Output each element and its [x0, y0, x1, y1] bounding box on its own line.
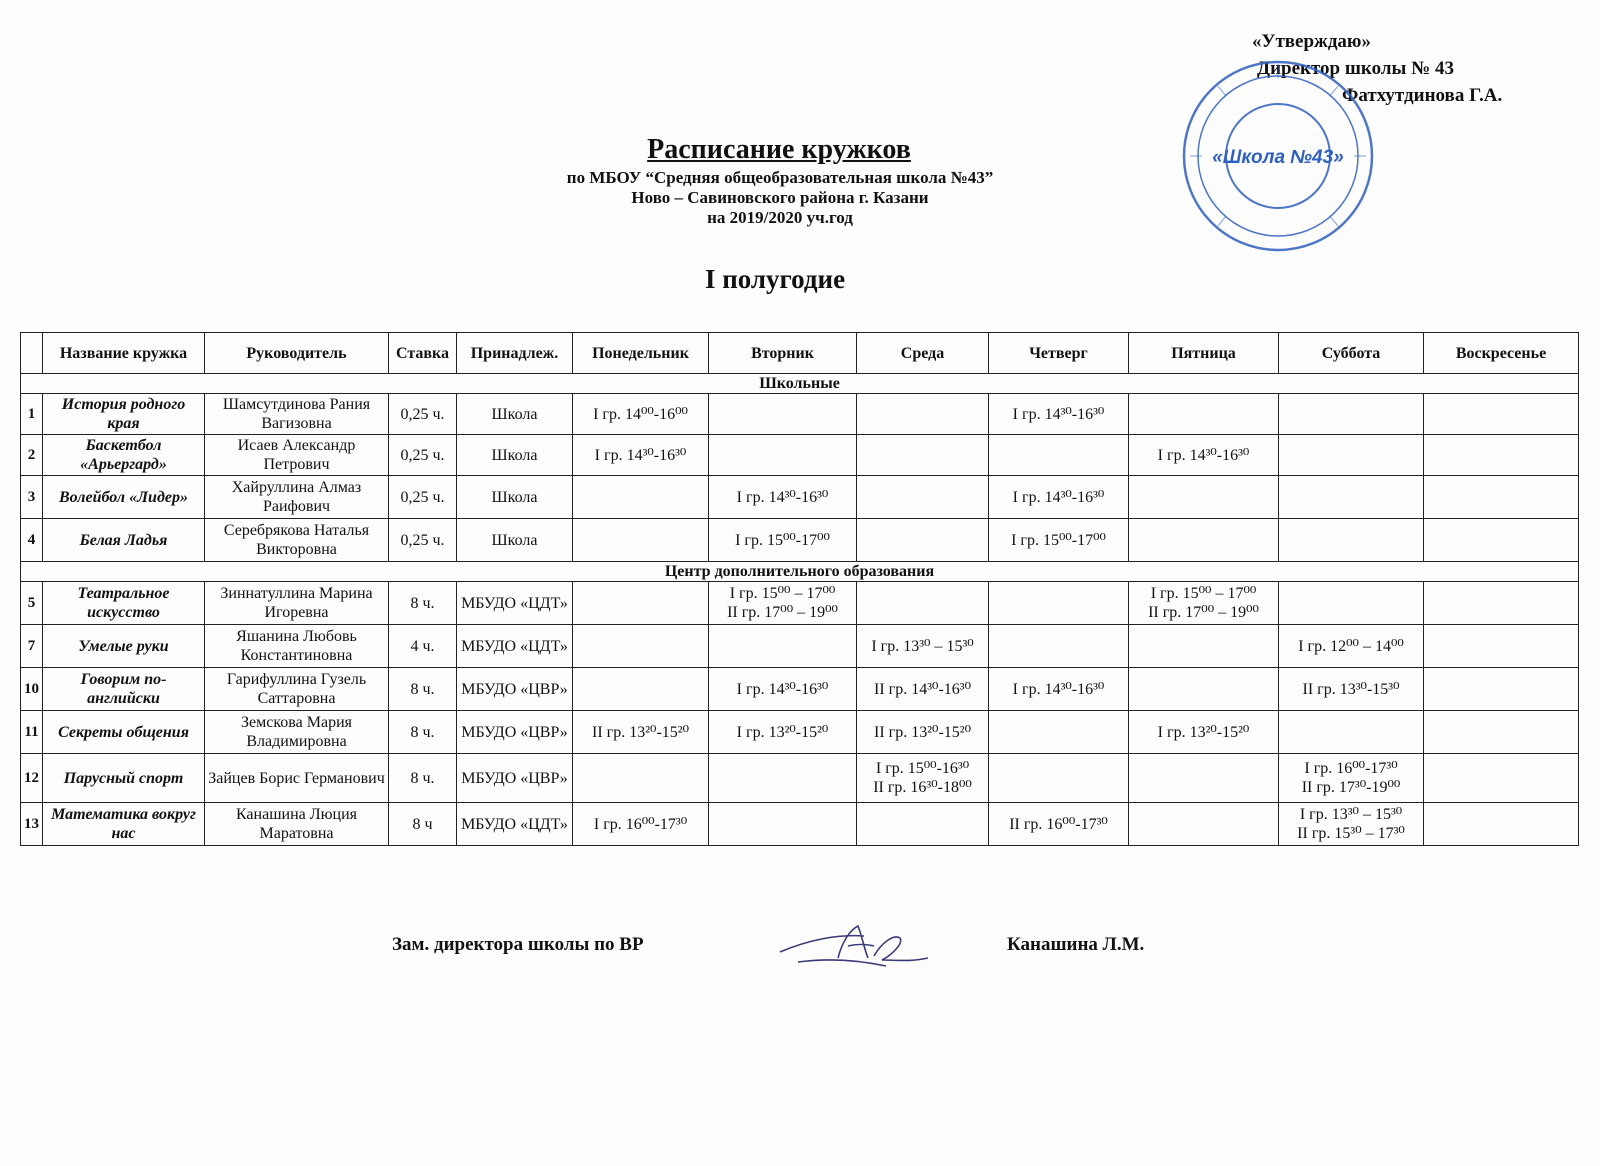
col-header-saturday: Суббота [1279, 333, 1424, 374]
club-name: Баскетбол «Арьергард» [43, 435, 205, 476]
row-number: 5 [21, 582, 43, 625]
header-line-district: Ново – Савиновского района г. Казани [631, 188, 929, 207]
col-header-owner: Принадлеж. [457, 333, 573, 374]
club-owner: МБУДО «ЦДТ» [457, 803, 573, 846]
col-header-monday: Понедельник [573, 333, 709, 374]
schedule-cell-fri: I гр. 14³⁰-16³⁰ [1129, 435, 1279, 476]
club-leader: Зайцев Борис Германович [205, 754, 389, 803]
footer-position: Зам. директора школы по ВР [392, 934, 644, 955]
schedule-table [20, 332, 1579, 846]
club-leader: Канашина Люция Маратовна [205, 803, 389, 846]
schedule-cell-wed [857, 519, 989, 562]
club-owner: Школа [457, 435, 573, 476]
schedule-cell-tue [709, 625, 857, 668]
col-header-sunday: Воскресенье [1424, 333, 1579, 374]
club-leader: Исаев Александр Петрович [205, 435, 389, 476]
club-owner: МБУДО «ЦВР» [457, 754, 573, 803]
row-number: 11 [21, 711, 43, 754]
schedule-cell-sun [1424, 519, 1579, 562]
schedule-cell-sun [1424, 668, 1579, 711]
schedule-cell-sat [1279, 476, 1424, 519]
schedule-cell-thu [989, 435, 1129, 476]
club-owner: МБУДО «ЦВР» [457, 711, 573, 754]
row-number: 12 [21, 754, 43, 803]
schedule-cell-sun [1424, 803, 1579, 846]
table-row [21, 668, 1579, 711]
schedule-cell-tue [709, 803, 857, 846]
schedule-cell-wed: II гр. 13²⁰-15²⁰ [857, 711, 989, 754]
table-row [21, 803, 1579, 846]
table-row [21, 476, 1579, 519]
col-header-thursday: Четверг [989, 333, 1129, 374]
col-header-wednesday: Среда [857, 333, 989, 374]
schedule-cell-fri [1129, 476, 1279, 519]
schedule-cell-thu [989, 711, 1129, 754]
schedule-cell-mon: I гр. 16⁰⁰-17³⁰ [573, 803, 709, 846]
page-title: Расписание кружков [647, 134, 911, 165]
schedule-cell-sun [1424, 435, 1579, 476]
club-owner: Школа [457, 519, 573, 562]
schedule-cell-mon [573, 476, 709, 519]
schedule-cell-fri: I гр. 13²⁰-15²⁰ [1129, 711, 1279, 754]
table-row [21, 582, 1579, 625]
schedule-cell-sat [1279, 519, 1424, 562]
schedule-cell-thu [989, 582, 1129, 625]
schedule-cell-mon [573, 754, 709, 803]
row-number: 3 [21, 476, 43, 519]
header-line-year: на 2019/2020 уч.год [707, 208, 853, 227]
col-header-friday: Пятница [1129, 333, 1279, 374]
table-row [21, 394, 1579, 435]
schedule-cell-tue [709, 754, 857, 803]
col-header-name: Название кружка [43, 333, 205, 374]
club-rate: 8 ч. [389, 582, 457, 625]
schedule-cell-sat [1279, 582, 1424, 625]
schedule-cell-wed [857, 435, 989, 476]
schedule-cell-tue: I гр. 15⁰⁰ – 17⁰⁰ II гр. 17⁰⁰ – 19⁰⁰ [709, 582, 857, 625]
club-rate: 4 ч. [389, 625, 457, 668]
schedule-cell-sat [1279, 711, 1424, 754]
schedule-cell-thu: I гр. 14³⁰-16³⁰ [989, 476, 1129, 519]
schedule-cell-sun [1424, 394, 1579, 435]
section-title: Центр дополнительного образования [21, 562, 1579, 582]
club-name: Белая Ладья [43, 519, 205, 562]
col-header-leader: Руководитель [205, 333, 389, 374]
table-row [21, 625, 1579, 668]
row-number: 2 [21, 435, 43, 476]
club-owner: МБУДО «ЦДТ» [457, 625, 573, 668]
schedule-cell-sat [1279, 435, 1424, 476]
schedule-cell-wed [857, 582, 989, 625]
schedule-cell-thu [989, 754, 1129, 803]
signature-icon [778, 922, 938, 972]
row-number: 13 [21, 803, 43, 846]
club-rate: 8 ч. [389, 711, 457, 754]
schedule-cell-thu: II гр. 16⁰⁰-17³⁰ [989, 803, 1129, 846]
club-owner: Школа [457, 476, 573, 519]
schedule-cell-fri [1129, 668, 1279, 711]
club-leader: Шамсутдинова Рания Вагизовна [205, 394, 389, 435]
club-leader: Хайруллина Алмаз Раифович [205, 476, 389, 519]
club-rate: 0,25 ч. [389, 476, 457, 519]
schedule-cell-mon [573, 582, 709, 625]
schedule-cell-wed: II гр. 14³⁰-16³⁰ [857, 668, 989, 711]
section-title: Школьные [21, 374, 1579, 394]
club-leader: Зиннатуллина Марина Игоревна [205, 582, 389, 625]
schedule-cell-tue: I гр. 14³⁰-16³⁰ [709, 476, 857, 519]
table-row [21, 435, 1579, 476]
col-header-tuesday: Вторник [709, 333, 857, 374]
stamp-center-text: «Школа №43» [1212, 147, 1344, 168]
schedule-cell-sun [1424, 711, 1579, 754]
club-rate: 8 ч [389, 803, 457, 846]
row-number: 4 [21, 519, 43, 562]
club-rate: 8 ч. [389, 754, 457, 803]
club-name: Математика вокруг нас [43, 803, 205, 846]
row-number: 10 [21, 668, 43, 711]
section-row [21, 374, 1579, 394]
col-header-rate: Ставка [389, 333, 457, 374]
approval-line-director: Директор школы № 43 [1257, 58, 1454, 79]
club-rate: 0,25 ч. [389, 394, 457, 435]
schedule-cell-sun [1424, 476, 1579, 519]
schedule-cell-wed [857, 394, 989, 435]
schedule-cell-fri [1129, 519, 1279, 562]
club-name: Парусный спорт [43, 754, 205, 803]
schedule-cell-sun [1424, 625, 1579, 668]
table-row [21, 519, 1579, 562]
col-header-number [21, 333, 43, 374]
club-rate: 8 ч. [389, 668, 457, 711]
schedule-cell-mon: I гр. 14⁰⁰-16⁰⁰ [573, 394, 709, 435]
table-header-row [21, 333, 1579, 374]
schedule-cell-fri [1129, 754, 1279, 803]
schedule-cell-tue [709, 435, 857, 476]
schedule-cell-tue: I гр. 13²⁰-15²⁰ [709, 711, 857, 754]
schedule-cell-mon [573, 625, 709, 668]
schedule-cell-wed [857, 803, 989, 846]
schedule-cell-tue: I гр. 14³⁰-16³⁰ [709, 668, 857, 711]
schedule-cell-tue: I гр. 15⁰⁰-17⁰⁰ [709, 519, 857, 562]
approval-line-approve: «Утверждаю» [1252, 31, 1371, 52]
club-name: Волейбол «Лидер» [43, 476, 205, 519]
schedule-cell-mon [573, 519, 709, 562]
schedule-cell-mon: II гр. 13²⁰-15²⁰ [573, 711, 709, 754]
row-number: 7 [21, 625, 43, 668]
schedule-cell-sat [1279, 394, 1424, 435]
schedule-cell-thu: I гр. 15⁰⁰-17⁰⁰ [989, 519, 1129, 562]
club-name: История родного края [43, 394, 205, 435]
schedule-cell-sat: I гр. 13³⁰ – 15³⁰ II гр. 15³⁰ – 17³⁰ [1279, 803, 1424, 846]
club-name: Театральное искусство [43, 582, 205, 625]
schedule-cell-sun [1424, 754, 1579, 803]
schedule-cell-fri: I гр. 15⁰⁰ – 17⁰⁰ II гр. 17⁰⁰ – 19⁰⁰ [1129, 582, 1279, 625]
schedule-cell-wed: I гр. 13³⁰ – 15³⁰ [857, 625, 989, 668]
schedule-cell-fri [1129, 803, 1279, 846]
schedule-cell-wed [857, 476, 989, 519]
document-header [0, 132, 1580, 228]
header-line-school: по МБОУ “Средняя общеобразовательная школа №43” [566, 168, 994, 187]
club-rate: 0,25 ч. [389, 519, 457, 562]
approval-line-name: Фатхутдинова Г.А. [1342, 85, 1503, 106]
schedule-cell-thu: I гр. 14³⁰-16³⁰ [989, 394, 1129, 435]
row-number: 1 [21, 394, 43, 435]
club-name: Секреты общения [43, 711, 205, 754]
schedule-cell-fri [1129, 394, 1279, 435]
schedule-cell-fri [1129, 625, 1279, 668]
half-year-title: I полугодие [704, 264, 846, 294]
club-rate: 0,25 ч. [389, 435, 457, 476]
schedule-cell-sun [1424, 582, 1579, 625]
schedule-cell-sat: I гр. 12⁰⁰ – 14⁰⁰ [1279, 625, 1424, 668]
club-leader: Гарифуллина Гузель Саттаровна [205, 668, 389, 711]
club-name: Умелые руки [43, 625, 205, 668]
schedule-cell-wed: I гр. 15⁰⁰-16³⁰ II гр. 16³⁰-18⁰⁰ [857, 754, 989, 803]
schedule-cell-thu: I гр. 14³⁰-16³⁰ [989, 668, 1129, 711]
table-row [21, 711, 1579, 754]
footer-signer-name: Канашина Л.М. [1007, 934, 1145, 955]
section-row [21, 562, 1579, 582]
table-row [21, 754, 1579, 803]
schedule-cell-thu [989, 625, 1129, 668]
club-leader: Серебрякова Наталья Викторовна [205, 519, 389, 562]
schedule-cell-mon [573, 668, 709, 711]
club-owner: МБУДО «ЦДТ» [457, 582, 573, 625]
club-name: Говорим по-английски [43, 668, 205, 711]
schedule-cell-sat: II гр. 13³⁰-15³⁰ [1279, 668, 1424, 711]
schedule-cell-mon: I гр. 14³⁰-16³⁰ [573, 435, 709, 476]
schedule-cell-tue [709, 394, 857, 435]
club-owner: МБУДО «ЦВР» [457, 668, 573, 711]
schedule-cell-sat: I гр. 16⁰⁰-17³⁰ II гр. 17³⁰-19⁰⁰ [1279, 754, 1424, 803]
club-leader: Земскова Мария Владимировна [205, 711, 389, 754]
club-leader: Яшанина Любовь Константиновна [205, 625, 389, 668]
club-owner: Школа [457, 394, 573, 435]
